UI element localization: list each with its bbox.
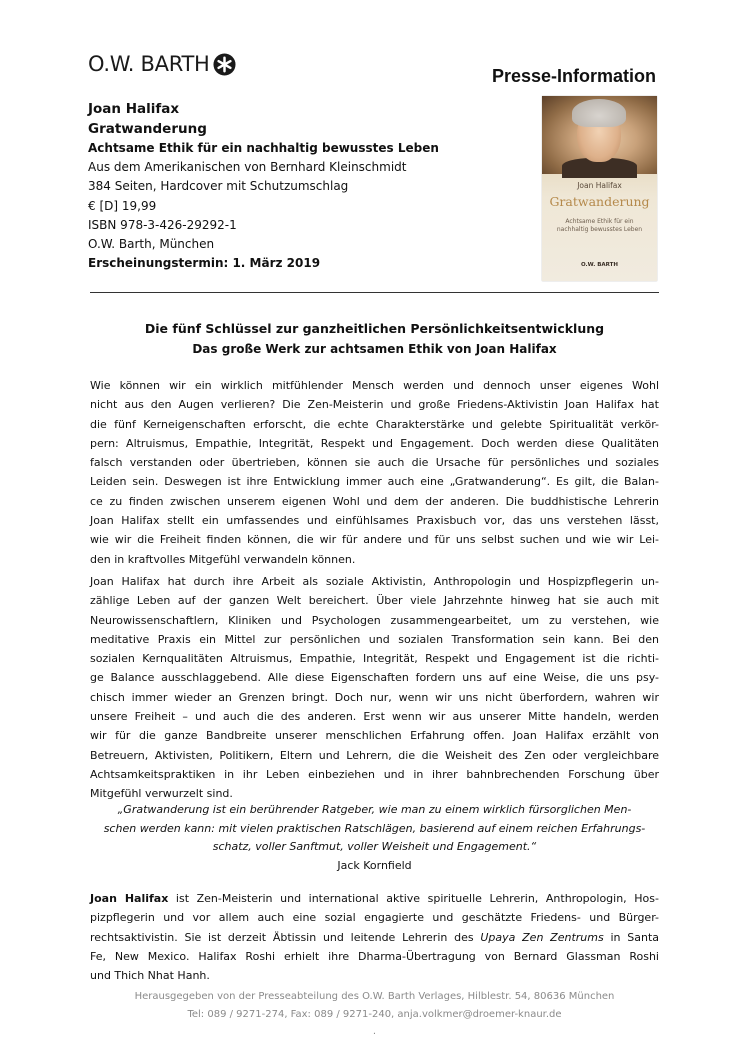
subheadline: Das große Werk zur achtsamen Ethik von Joan Halifax xyxy=(192,342,557,356)
text-line: Joan Halifax hat durch ihre Arbeit als soziale Aktivistin, Anthropologin und Hospizpflegerin un- xyxy=(90,575,659,588)
text-line xyxy=(90,928,659,947)
text-line: Betreuern, Aktivisten, Politikern, Eltern und Lehrern, die die Weisheit des Zen oder vergleichbare xyxy=(90,748,659,762)
text-line: und Thich Nhat Hanh. xyxy=(90,969,210,983)
quote-line: schatz, voller Sanftmut, voller Weisheit und Engagement.“ xyxy=(212,840,537,854)
text-line: pizpflegerin und vor allem auch eine sozial engagierte und geschätzte Friedens- und Bürger- xyxy=(90,911,659,925)
bio-text: in Santa xyxy=(603,930,659,944)
text-line: meditative Praxis ein Mittel zur persönlichen und sozialen Transformation sein kann. Bei den xyxy=(90,632,659,646)
footer-mark: . xyxy=(372,1026,377,1037)
book-subtitle: Achtsame Ethik für ein nachhaltig bewusstes Leben xyxy=(88,141,439,155)
text-line: Achtsamkeitspraktiken in ihr Leben einbeziehen und in ihrer bahnbrechenden Forschung über xyxy=(90,767,659,781)
text-line: sozialen Kernqualitäten Altruismus, Empathie, Integrität, Respekt und Engagement ist die richti- xyxy=(90,652,659,666)
book-translation: Aus dem Amerikanischen von Bernhard Kleinschmidt xyxy=(88,160,407,175)
cover-subtitle-line: nachhaltig bewusstes Leben xyxy=(556,226,643,233)
text-line: die fünf Kerneigenschaften erforscht, die echte Charakterstärke und gelebte Spiritualität verkör- xyxy=(90,417,659,431)
book-price: € [D] 19,99 xyxy=(88,198,157,213)
book-format: 384 Seiten, Hardcover mit Schutzumschlag xyxy=(88,179,349,194)
book-publisher: O.W. Barth, München xyxy=(88,237,215,252)
quote-block xyxy=(90,801,659,875)
paragraph-bio xyxy=(90,889,659,985)
cover-subtitle xyxy=(552,218,647,234)
logo-text: O.W. BARTH xyxy=(88,52,210,76)
text-line: Mitgefühl verwurzelt sind. xyxy=(90,787,233,801)
text-line: wir für die ganze Bandbreite unserer menschlichen Erfahrung offen. Joan Halifax erzählt von xyxy=(90,729,659,743)
cover-title: Gratwanderung xyxy=(549,194,650,209)
bio-name: Joan Halifax xyxy=(90,892,169,905)
quote-line: „Gratwanderung ist ein berührender Ratgeber, wie man zu einem wirklich fürsorglichen Men- xyxy=(117,803,632,816)
star-circle-icon xyxy=(213,53,236,76)
bio-text: ist Zen-Meisterin und international aktive spirituelle Lehrerin, Anthropologin, Hos- xyxy=(168,892,659,905)
headline: Die fünf Schlüssel zur ganzheitlichen Persönlichkeitsentwicklung xyxy=(144,321,605,336)
book-info xyxy=(88,99,508,273)
text-line: Joan Halifax stellt ein umfassendes und einfühlsames Praxisbuch vor, das uns verstehen lässt, xyxy=(90,514,659,528)
paragraph-work xyxy=(90,572,659,804)
cover-author: Joan Halifax xyxy=(577,181,622,190)
cover-hair xyxy=(572,99,626,127)
press-info-title: Presse-Information xyxy=(491,66,656,86)
cover-publisher: O.W. BARTH xyxy=(580,262,619,268)
text-line: nicht aus den Augen verlieren? Die Zen-Meisterin und große Friedens-Aktivistin Joan Halifax hat xyxy=(90,398,659,412)
text-line: zählige Leben auf der ganzen Welt bereichert. Über viele Jahrzehnte hinweg hat sie auch mit xyxy=(90,594,659,608)
footer xyxy=(90,988,659,1041)
text-line: falsch verstanden oder übertrieben, können sie auch die Ursache für persönliches und soziales xyxy=(90,456,659,470)
book-title: Gratwanderung xyxy=(88,121,207,137)
cover-photo xyxy=(542,96,657,174)
footer-publisher-address: Herausgegeben von der Presseabteilung des O.W. Barth Verlages, Hilblestr. 54, 80636 München xyxy=(134,991,615,1002)
text-line: Neurowissenschaftlern, Kliniken und Psychologen zusammengearbeitet, um zu verstehen, wie xyxy=(90,613,659,627)
text-line: Fe, New Mexico. Halifax Roshi erhielt ihre Dharma-Übertragung von Bernard Glassman Roshi xyxy=(90,949,659,963)
publisher-logo xyxy=(88,50,236,78)
quote-author: Jack Kornfield xyxy=(337,858,412,872)
text-line: ge Balance ausschlaggebend. Alle diese Eigenschaften fordern uns auf eine Weise, die uns psy- xyxy=(90,671,659,685)
book-isbn: ISBN 978-3-426-29292-1 xyxy=(88,217,237,232)
text-line: pern: Altruismus, Empathie, Integrität, Respekt und Engagement. Doch werden diese Qualitäten xyxy=(90,436,659,450)
text-line: chisch immer wieder an Grenzen bringt. Doch nur, wenn wir uns nicht überfordern, wahren wir xyxy=(90,690,659,704)
text-line: unsere Freiheit – und auch die des anderen. Erst wenn wir aus unserer Mitte handeln, werden xyxy=(90,710,659,724)
bio-text: rechtsaktivistin. Sie ist derzeit Äbtissin und leitende Lehrerin des xyxy=(90,930,481,944)
footer-contact: Tel: 089 / 9271-274, Fax: 089 / 9271-240, anja.volkmer@droemer-knaur.de xyxy=(187,1008,562,1020)
paragraph-intro xyxy=(90,376,659,569)
quote-line: schen werden kann: mit vielen praktischen Ratschlägen, basierend auf einem reichen Erfahrungs- xyxy=(103,821,646,835)
text-line: wie wir die Freiheit finden können, die wir für andere und für uns selbst suchen und wie wir Lei- xyxy=(90,533,659,547)
book-cover xyxy=(542,96,657,281)
text-line: Wie können wir ein wirklich mitfühlender Mensch werden und dennoch unser eigenes Wohl xyxy=(90,379,659,392)
cover-subtitle-line: Achtsame Ethik für ein xyxy=(565,218,634,225)
book-release-date: Erscheinungstermin: 1. März 2019 xyxy=(88,256,321,271)
text-line xyxy=(90,889,659,908)
text-line: ce zu finden zwischen unserem eigenen Wohl und dem der anderen. Die buddhistische Lehrerin xyxy=(90,494,659,508)
text-line: den in kraftvolles Mitgefühl verwandeln können. xyxy=(90,552,356,566)
divider xyxy=(90,292,659,293)
text-line: Leiden sein. Deswegen ist ihre Entwicklung immer auch eine „Gratwanderung“. Es gilt, die Balan- xyxy=(90,475,659,489)
bio-zen-center: Upaya Zen Zentrums xyxy=(480,930,604,944)
book-author: Joan Halifax xyxy=(88,101,180,117)
